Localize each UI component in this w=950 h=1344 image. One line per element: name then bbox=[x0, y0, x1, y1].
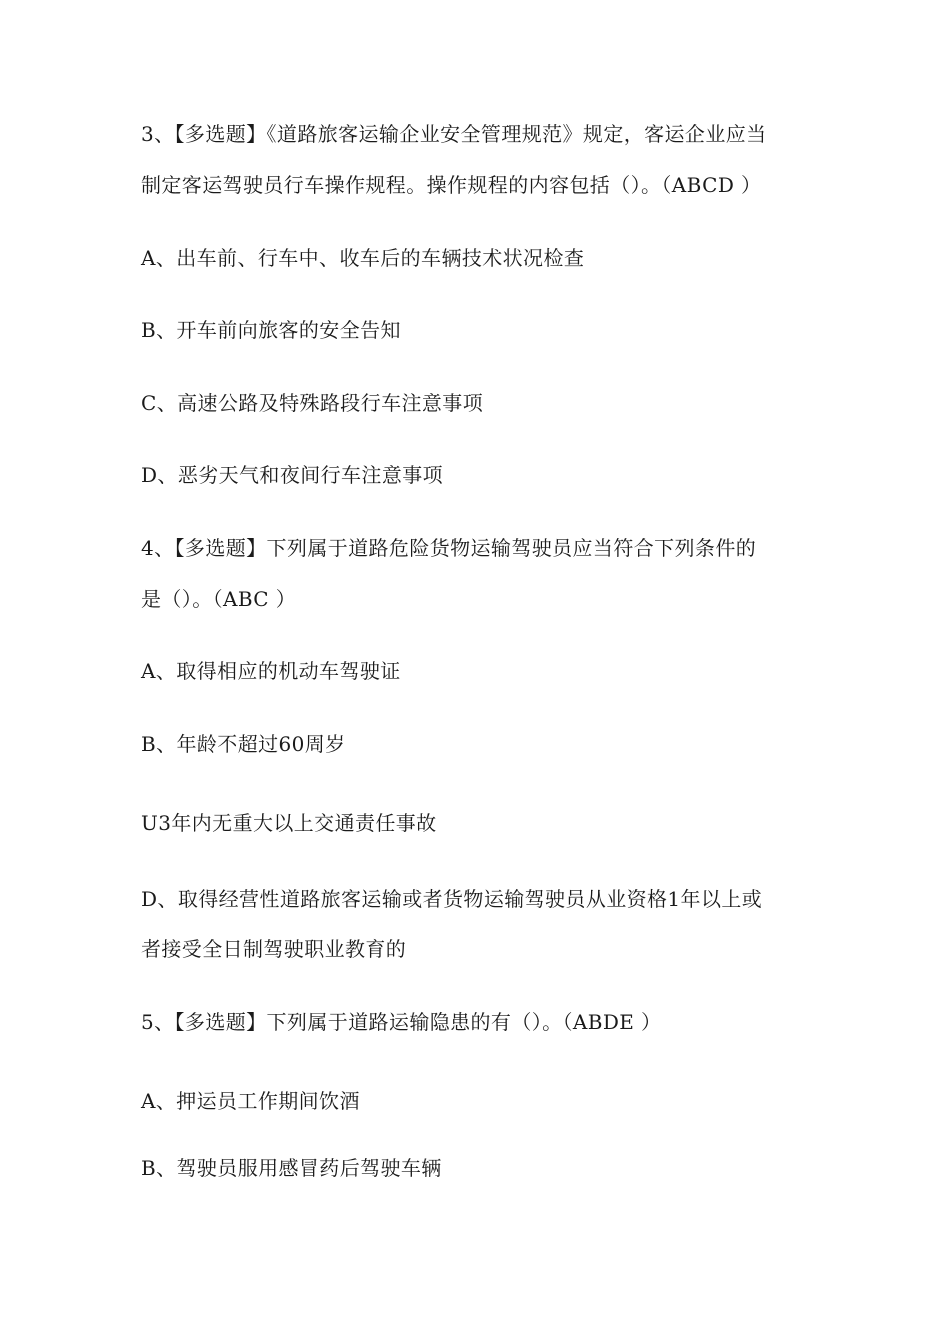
question-4-option-d-line-2: 者接受全日制驾驶职业教育的 bbox=[141, 937, 407, 961]
question-3-option-c: C、高速公路及特殊路段行车注意事项 bbox=[141, 391, 484, 415]
question-5-option-a: A、押运员工作期间饮酒 bbox=[141, 1089, 360, 1113]
question-5-stem: 5、【多选题】下列属于道路运输隐患的有（）。（ABDE ） bbox=[141, 1010, 662, 1034]
question-4-option-d-line-1: D、取得经营性道路旅客运输或者货物运输驾驶员从业资格1年以上或 bbox=[141, 887, 763, 911]
question-5-option-b: B、驾驶员服用感冒药后驾驶车辆 bbox=[141, 1156, 442, 1180]
question-4-option-c: U3年内无重大以上交通责任事故 bbox=[141, 811, 437, 835]
question-3-option-b: B、开车前向旅客的安全告知 bbox=[141, 318, 401, 342]
question-3-stem-line-1: 3、【多选题】《道路旅客运输企业安全管理规范》规定，客运企业应当 bbox=[141, 122, 767, 146]
question-3-option-a: A、出车前、行车中、收车后的车辆技术状况检查 bbox=[141, 246, 585, 270]
question-4-stem-line-2: 是（）。（ABC ） bbox=[141, 587, 297, 611]
question-4-option-a: A、取得相应的机动车驾驶证 bbox=[141, 659, 401, 683]
question-3-stem-line-2: 制定客运驾驶员行车操作规程。操作规程的内容包括（）。（ABCD ） bbox=[141, 173, 762, 197]
question-4-stem-line-1: 4、【多选题】下列属于道路危险货物运输驾驶员应当符合下列条件的 bbox=[141, 536, 757, 560]
question-3-option-d: D、恶劣天气和夜间行车注意事项 bbox=[141, 463, 444, 487]
question-4-option-b: B、年龄不超过60周岁 bbox=[141, 732, 346, 756]
